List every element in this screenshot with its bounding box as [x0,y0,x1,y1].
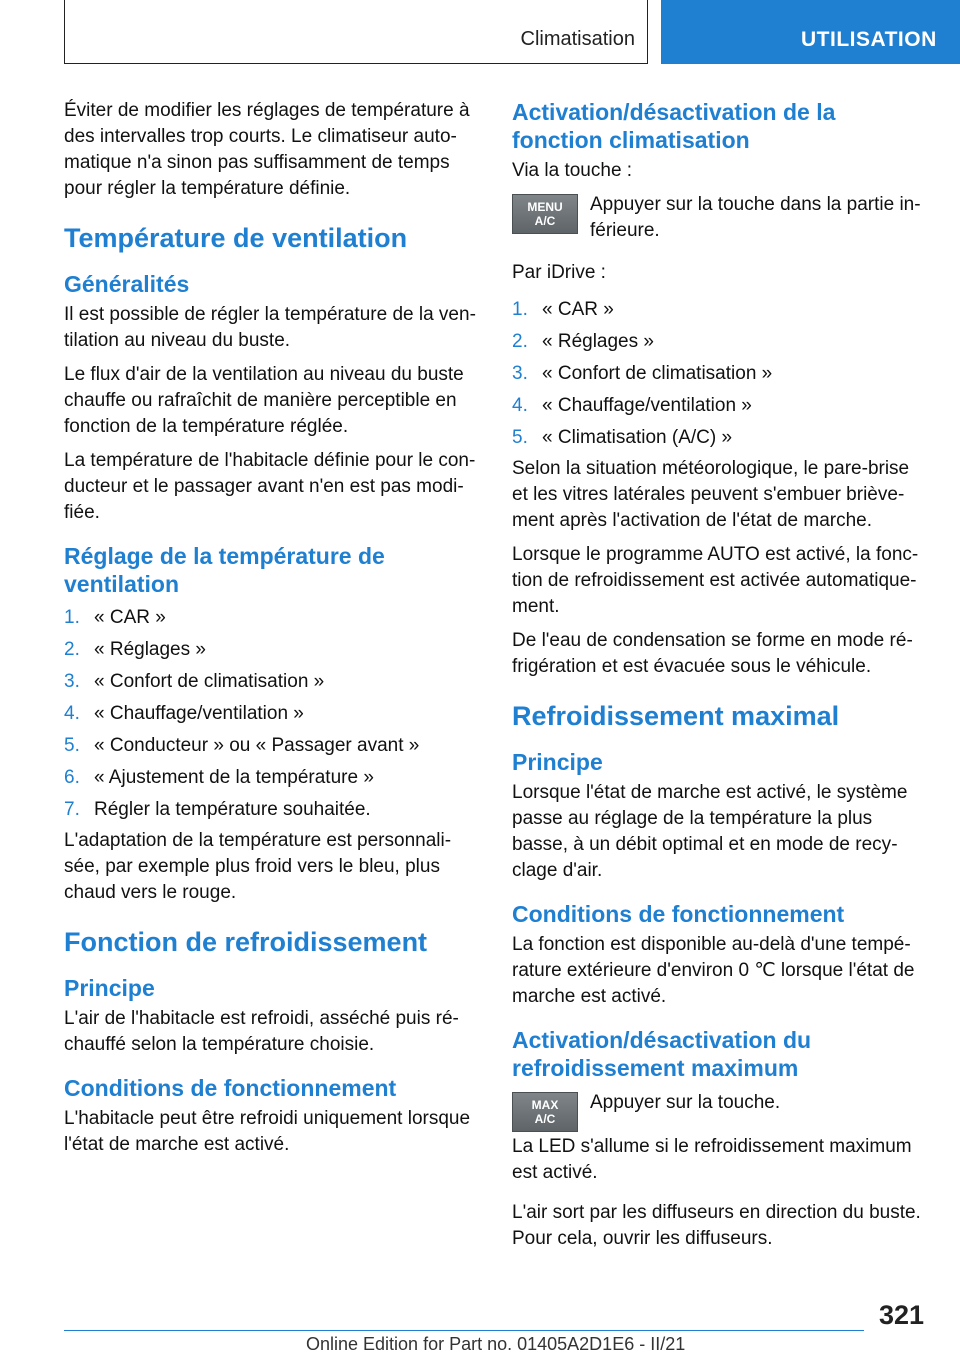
step-text: « Confort de climatisation » [542,363,773,384]
paragraph: La fonction est disponible au-delà d'une température extérieure d'environ 0 ℃ lorsque l'état de marche est activé. [512,934,915,1007]
step-text: « Chauffage/ventilation » [94,703,304,724]
list-item [512,358,926,390]
step-text: « CAR » [542,299,614,320]
heading-refroidissement: Fonction de refroidissement [64,927,428,957]
step-number: 2. [64,639,80,660]
step-number: 5. [512,427,528,448]
paragraph: Selon la situation météorologique, le pare-brise et les vitres latérales peuvent s'embuer brièvement après l'activation de l'état de marche. [512,458,910,531]
list-item [64,730,478,762]
paragraph: Par iDrive : [512,262,606,283]
button-label: MENU [527,200,563,214]
step-number: 1. [64,607,80,628]
list-item [64,634,478,666]
step-text: « Réglages » [542,331,654,352]
left-column [64,98,478,1166]
paragraph: Lorsque le programme AUTO est activé, la fonction de refroidissement est activée automatiquement. [512,544,919,617]
step-text: « Ajustement de la température » [94,767,374,788]
heading-principe: Principe [64,975,155,1001]
footer-divider [64,1330,864,1331]
heading-activation-max: Activation/désactivation du refroidissement maximum [512,1027,812,1081]
heading-refroidissement-maximal: Refroidissement maximal [512,701,840,731]
paragraph: L'air sort par les diffuseurs en direction du buste. Pour cela, ouvrir les diffuseurs. [512,1202,921,1249]
step-text: « Confort de climatisation » [94,671,325,692]
step-text: « Chauffage/ventilation » [542,395,752,416]
list-item [64,602,478,634]
paragraph: Appuyer sur la touche dans la partie inférieure. [590,194,921,241]
paragraph: Appuyer sur la touche. [590,1092,781,1113]
max-ac-button-icon [512,1092,578,1132]
heading-activation-clim: Activation/désactivation de la fonction climatisation [512,99,836,153]
list-item [64,762,478,794]
heading-reglage: Réglage de la température de ventilation [64,543,385,597]
paragraph: La température de l'habitacle définie pour le conducteur et le passager avant n'en est pas modifiée. [64,450,476,523]
heading-generalites: Généralités [64,271,190,297]
footer-edition: Online Edition for Part no. 01405A2D1E6 - II/21 [306,1334,686,1354]
list-item [512,326,926,358]
button-label: A/C [534,1112,556,1126]
header-section: UTILISATION [801,28,937,51]
max-ac-instruction [512,1090,926,1132]
step-number: 4. [512,395,528,416]
step-text: « Climatisation (A/C) » [542,427,733,448]
list-item [64,666,478,698]
paragraph: L'habitacle peut être refroidi uniquement lorsque l'état de marche est activé. [64,1108,471,1155]
list-item [64,794,478,826]
step-number: 2. [512,331,528,352]
intro-paragraph: Éviter de modifier les réglages de température à des intervalles trop courts. Le climatiseur automatique n'a sinon pas suffisamment de temps pour régler la température définie. [64,100,470,199]
heading-conditions: Conditions de fonctionnement [512,901,845,927]
heading-ventilation: Température de ventilation [64,223,408,253]
paragraph: Il est possible de régler la température de la ventilation au niveau du buste. [64,304,476,351]
button-label: MAX [531,1098,559,1112]
paragraph: De l'eau de condensation se forme en mode réfrigération et est évacuée sous le véhicule. [512,630,913,677]
step-number: 5. [64,735,80,756]
step-number: 4. [64,703,80,724]
list-item [512,390,926,422]
heading-principe: Principe [512,749,603,775]
steps-list-ventilation [64,602,478,826]
step-number: 3. [512,363,528,384]
paragraph: L'adaptation de la température est personnalisée, par exemple plus froid vers le bleu, plus chaud vers le rouge. [64,830,452,903]
step-text: « CAR » [94,607,166,628]
right-column [512,98,926,1260]
step-text: Régler la température souhaitée. [94,799,371,820]
button-label: A/C [534,214,556,228]
heading-conditions: Conditions de fonctionnement [64,1075,397,1101]
menu-ac-instruction [512,192,926,250]
paragraph: Lorsque l'état de marche est activé, le système passe au réglage de la température la plus basse, à un débit optimal et en mode de recyclage d'air. [512,782,908,881]
step-number: 1. [512,299,528,320]
list-item [512,294,926,326]
paragraph: Le flux d'air de la ventilation au niveau du buste chauffe ou rafraîchit de manière perceptible en fonction de la température réglée. [64,364,464,437]
steps-list-idrive [512,294,926,454]
header-title: Climatisation [520,28,635,50]
step-number: 7. [64,799,80,820]
page-number: 321 [878,1300,924,1330]
header-section-tab [661,0,960,64]
paragraph: L'air de l'habitacle est refroidi, asséché puis réchauffé selon la température choisie. [64,1008,459,1055]
paragraph: La LED s'allume si le refroidissement maximum est activé. [512,1136,912,1183]
list-item [64,698,478,730]
step-text: « Réglages » [94,639,206,660]
step-text: « Conducteur » ou « Passager avant » [94,735,420,756]
menu-ac-button-icon [512,194,578,234]
list-item [512,422,926,454]
paragraph: Via la touche : [512,160,633,181]
header-title-box [64,0,648,64]
step-number: 3. [64,671,80,692]
step-number: 6. [64,767,80,788]
